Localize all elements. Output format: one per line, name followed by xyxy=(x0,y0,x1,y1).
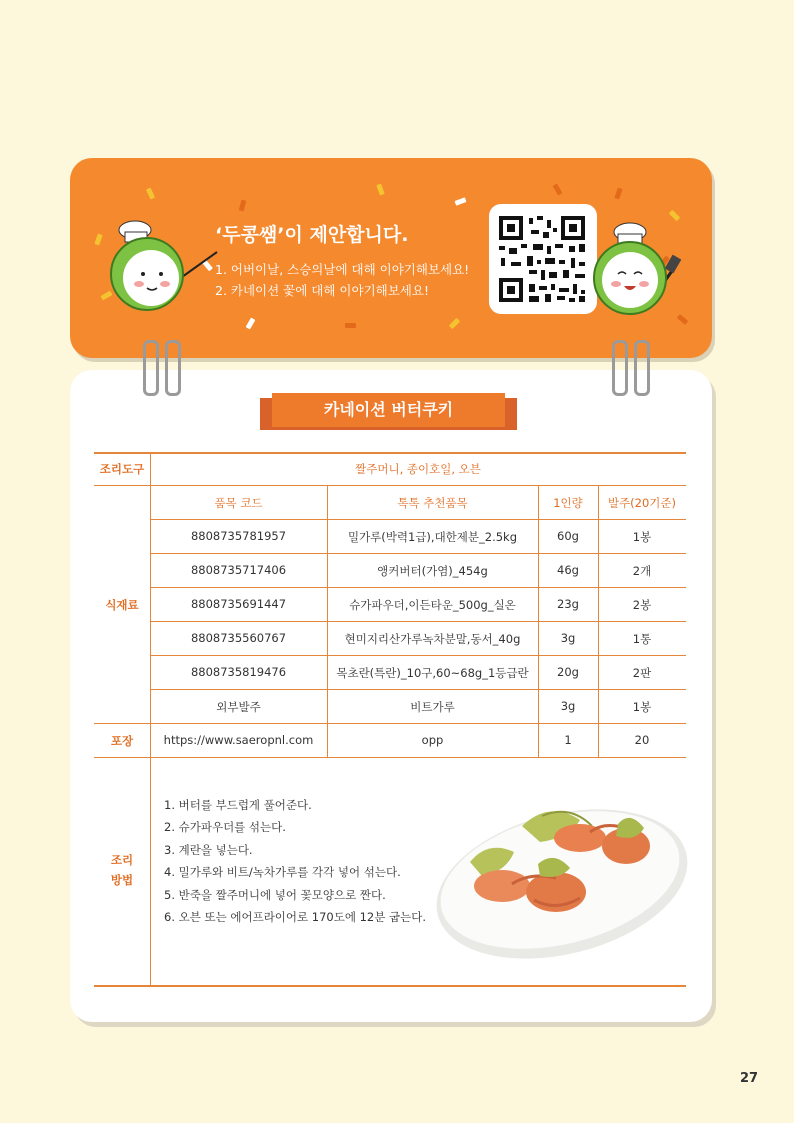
packaging-site-link[interactable]: https://www.saeropnl.com xyxy=(163,733,314,747)
method-label-1: 조리 xyxy=(110,853,134,867)
row-per: 23g xyxy=(557,597,579,611)
row-order: 1봉 xyxy=(632,700,652,714)
list-item: 6. 오븐 또는 에어프라이어로 170도에 12분 굽는다. xyxy=(164,910,426,925)
banner-line-2: 2. 카네이션 꽃에 대해 이야기해보세요! xyxy=(215,283,429,298)
packaging-item: opp xyxy=(421,733,444,747)
recipe-title: 카네이션 버터쿠키 xyxy=(272,393,505,427)
packaging-label: 포장 xyxy=(110,734,134,748)
row-per: 60g xyxy=(557,529,579,543)
row-per: 20g xyxy=(557,665,579,679)
tools-label: 조리도구 xyxy=(99,462,145,476)
row-per: 3g xyxy=(560,699,576,713)
row-code: 8808735717406 xyxy=(190,563,287,577)
header-item: 톡톡 추천품목 xyxy=(397,496,468,510)
header-code: 품목 코드 xyxy=(214,496,263,510)
page-number: 27 xyxy=(740,1071,759,1086)
qr-code-icon xyxy=(489,204,597,314)
list-item: 1. 버터를 부드럽게 풀어준다. xyxy=(164,798,312,812)
row-code: 8808735781957 xyxy=(190,529,287,543)
row-item: 목초란(특란)_10구,60~68g_1등급란 xyxy=(336,666,529,680)
butter-cookie-photo xyxy=(430,780,692,970)
row-order: 1봉 xyxy=(632,530,652,544)
packaging-order: 20 xyxy=(634,733,650,747)
qr-code-card[interactable] xyxy=(489,204,597,314)
row-item: 비트가루 xyxy=(410,700,455,714)
header-per-person: 1인량 xyxy=(553,496,583,510)
banner-line-1: 1. 어버이날, 스승의날에 대해 이야기해보세요! xyxy=(215,262,470,277)
row-order: 2개 xyxy=(632,564,652,578)
row-code: 8808735819476 xyxy=(190,665,287,679)
row-item: 슈가파우더,이든타운_500g_실온 xyxy=(349,598,516,612)
row-item: 밀가루(박력1급),대한제분_2.5kg xyxy=(347,530,518,544)
row-per: 46g xyxy=(557,563,579,577)
header-order: 발주(20기준) xyxy=(607,496,677,510)
list-item: 3. 계란을 넣는다. xyxy=(164,842,253,857)
ingredients-label: 식재료 xyxy=(105,598,139,612)
list-item: 4. 밀가루와 비트/녹차가루를 각각 넣어 섞는다. xyxy=(164,865,401,880)
row-per: 3g xyxy=(560,631,576,645)
row-code: 8808735691447 xyxy=(190,597,287,611)
list-item: 5. 반죽을 짤주머니에 넣어 꽃모양으로 짠다. xyxy=(164,887,386,902)
row-code: 8808735560767 xyxy=(190,631,287,645)
row-code: 외부발주 xyxy=(216,700,261,714)
chef-mascot-icon xyxy=(105,212,220,317)
packaging-per: 1 xyxy=(564,733,572,747)
row-order: 2봉 xyxy=(632,598,652,612)
row-order: 2판 xyxy=(632,666,652,680)
tools-value: 짤주머니, 종이호일, 오븐 xyxy=(355,462,481,476)
row-item: 현미지리산가루녹차분말,동서_40g xyxy=(344,632,521,646)
list-item: 2. 슈가파우더를 섞는다. xyxy=(164,820,286,835)
row-item: 앵커버터(가염)_454g xyxy=(377,564,488,578)
method-label-2: 방법 xyxy=(110,873,134,887)
banner-title: ‘두콩쌤’이 제안합니다. xyxy=(215,224,409,246)
chef-mascot-spatula-icon xyxy=(590,218,690,323)
method-steps xyxy=(164,794,426,928)
row-order: 1통 xyxy=(632,632,652,646)
